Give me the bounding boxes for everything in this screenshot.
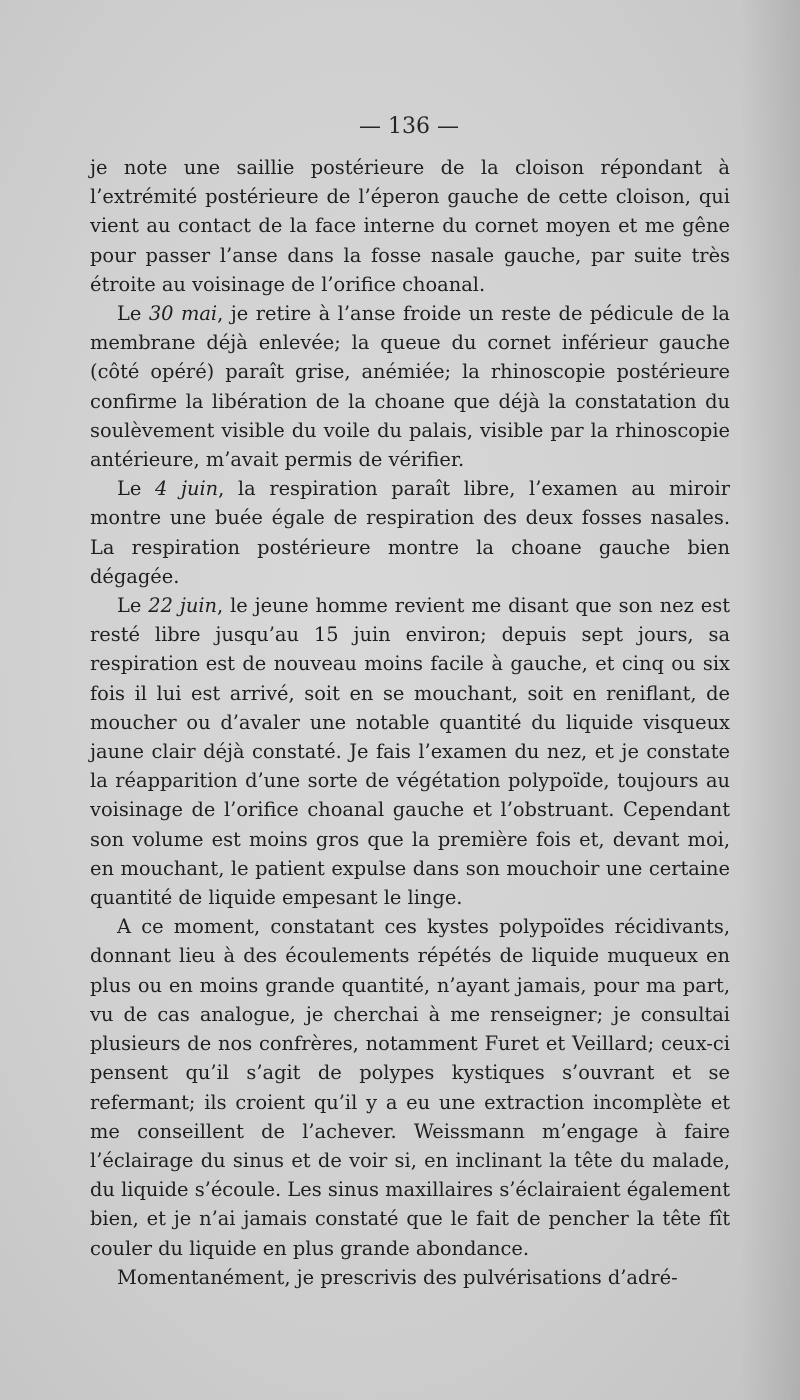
paragraph-2-lead: Le (117, 302, 149, 326)
paragraph-3-text: , la respiration paraît libre, l’examen au miroir montre une buée égale de respiration des deux fosses nasales. La respiration postérieure montre la choane gauche bien dégagée. (90, 477, 730, 588)
date-22-juin: 22 juin (148, 594, 218, 618)
paragraph-3-lead: Le (117, 477, 155, 501)
paragraph-1: je note une saillie postérieure de la cloison répondant à l’extrémité postérieure de l’éperon gauche de cette cloison, qui vient au contact de la face interne du cornet moyen et me gêne pour passer l’anse dans la fosse nasale gauche, par suite très étroite au voisinage de l’orifice choanal. (90, 156, 730, 296)
paragraph-4-lead: Le (117, 594, 149, 618)
paragraph-5: A ce moment, constatant ces kystes polypoïdes récidivants, donnant lieu à des écoulements répétés de liquide muqueux en plus ou en moins grande quantité, n’ayant jamais, pour ma part, vu de cas analogue, je cherchai à me renseigner; je consultai plusieurs de nos confrères, notamment Furet et Veillard; ceux-ci pensent qu’il s’agit de polypes kystiques s’ouvrant et se refermant; ils croient qu’il y a eu une extraction incomplète et me conseillent de l’achever. Weissmann m’engage à faire l’éclairage du sinus et de voir si, en inclinant la tête du malade, du liquide s’écoule. Les sinus maxillaires s’éclairaient également bien, et je n’ai jamais constaté que le fait de pencher la tête fît couler du liquide en plus grande abondance. (90, 915, 730, 1260)
paragraph-4 (90, 591, 730, 912)
date-30-mai: 30 mai (148, 302, 218, 326)
paragraph-3 (90, 474, 730, 591)
date-4-juin: 4 juin (154, 477, 219, 501)
paragraph-4-text: , le jeune homme revient me disant que son nez est resté libre jusqu’au 15 juin environ; depuis sept jours, sa respiration est de nouveau moins facile à gauche, et cinq ou six fois il lui est arrivé, soit en se mouchant, soit en reniflant, de moucher ou d’avaler une notable quantité du liquide visqueux jaune clair déjà constaté. Je fais l’examen du nez, et je constate la réapparition d’une sorte de végétation polypoïde, toujours au voisinage de l’orifice choanal gauche et l’obstruant. Cependant son volume est moins gros que la première fois et, devant moi, en mouchant, le patient expulse dans son mouchoir une certaine quantité de liquide empesant le linge. (90, 594, 730, 910)
paragraph-2-text: , je retire à l’anse froide un reste de pédicule de la membrane déjà enlevée; la queue du cornet inférieur gauche (côté opéré) paraît grise, anémiée; la rhinoscopie postérieure confirme la libération de la choane que déjà la constatation du soulèvement visible du voile du palais, visible par la rhinoscopie antérieure, m’avait permis de vérifier. (90, 302, 730, 472)
text-body (90, 153, 730, 1292)
paragraph-2 (90, 299, 730, 474)
paragraph-6: Momentanément, je prescrivis des pulvérisations d’adré- (117, 1265, 678, 1289)
page-number: — 136 — (359, 114, 459, 139)
